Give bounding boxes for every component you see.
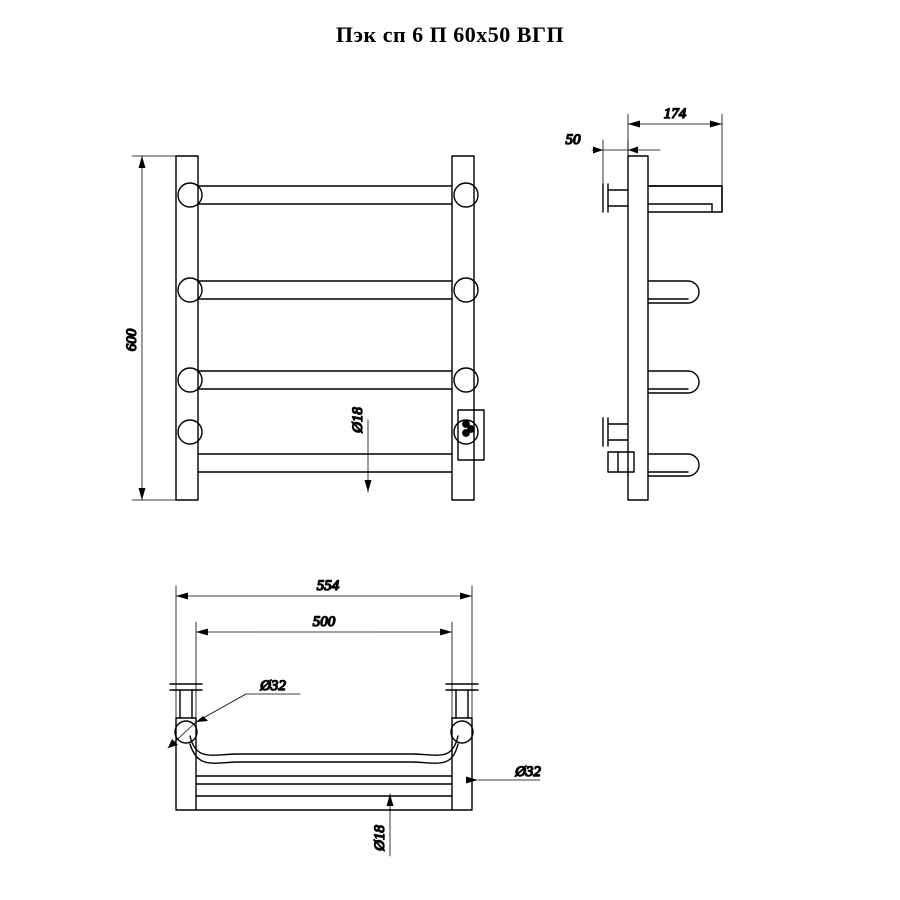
side-dim-50 xyxy=(592,140,660,186)
top-dim-500 xyxy=(196,622,452,718)
page-title: Пэк сп 6 П 60х50 ВГП xyxy=(335,22,565,47)
front-dim-600 xyxy=(132,156,176,500)
dim-label-500: 500 xyxy=(312,614,336,630)
front-view-geometry xyxy=(176,156,484,500)
top-view-geometry xyxy=(170,684,478,810)
dim-label-18-top: Ø18 xyxy=(372,825,388,851)
dim-label-32-right: Ø32 xyxy=(515,764,541,780)
dim-label-174: 174 xyxy=(663,106,687,122)
dim-label-600: 600 xyxy=(124,328,140,352)
dim-label-32-left: Ø32 xyxy=(260,678,286,694)
dim-label-50: 50 xyxy=(565,132,581,148)
dim-label-554: 554 xyxy=(316,578,340,594)
side-view-geometry xyxy=(603,156,722,500)
dim-label-18-front: Ø18 xyxy=(350,407,366,433)
top-dim-554 xyxy=(176,586,472,718)
